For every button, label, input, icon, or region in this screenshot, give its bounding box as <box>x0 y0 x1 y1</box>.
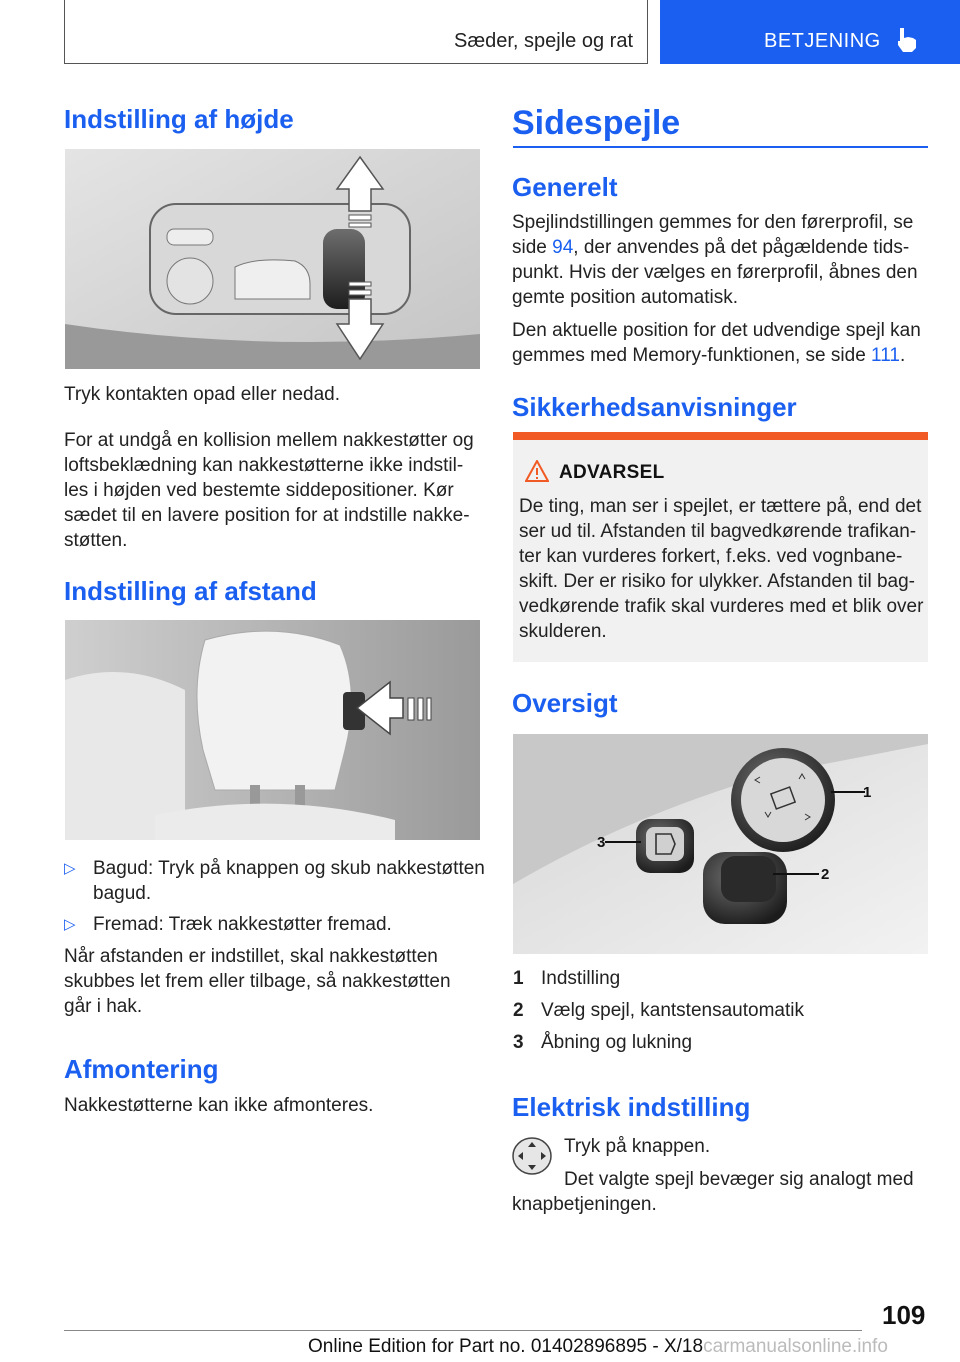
headrest-figure <box>65 620 480 840</box>
general-title: Generelt <box>512 172 618 202</box>
header-chapter-box <box>64 0 648 64</box>
general-paragraph-2: Den aktuelle position for det udvendige spejl kan gemmes med Memory-funktionen, se side 111. <box>512 320 921 366</box>
header-chapter: Sæder, spejle og rat <box>454 30 633 52</box>
watermark: carmanualsonline.info <box>703 1336 888 1357</box>
bullet-item: ▷ Fremad: Træk nakkestøtter fremad. <box>64 914 392 935</box>
overview-title: Oversigt <box>512 688 618 718</box>
seat-switch-figure <box>65 149 480 369</box>
page-link-94[interactable]: 94 <box>552 237 574 258</box>
electric-note: Det valgte spejl bevæger sig analogt med knapbetjeningen. <box>512 1169 914 1215</box>
distance-title: Indstilling af afstand <box>64 576 317 606</box>
header-section-tab[interactable] <box>660 0 960 64</box>
page-link-111[interactable]: 111 <box>871 345 900 366</box>
general-paragraph-1: Spejlindstillingen gemmes for den førerprofil, se side 94, der anvendes på det pågældende tidspunkt. Hvis der vælges en førerprofil, åbnes den gemte position automatisk. <box>512 212 918 308</box>
removal-note: Nakkestøtterne kan ikke afmonteres. <box>64 1095 374 1116</box>
electric-title: Elektrisk indstilling <box>512 1092 751 1122</box>
callout-label: 2 <box>821 866 830 883</box>
legend-number: 3 <box>513 1032 524 1053</box>
height-note: For at undgå en kollision mellem nakkestøtter og loftsbeklædning kan nakkestøtterne ikke indstilles i højden ved bestemte siddepositioner. Kør sædet til en lavere position for at indstille nakkestøtten. <box>64 430 474 551</box>
legend-number: 1 <box>513 968 524 989</box>
title-rule <box>513 146 928 148</box>
callout-label: 3 <box>597 834 606 851</box>
height-title: Indstilling af højde <box>64 104 294 134</box>
legend-label: Indstilling <box>541 968 621 989</box>
warning-bar <box>513 432 928 440</box>
mirror-switch-figure <box>513 734 928 954</box>
electric-instruction: Tryk på knappen. <box>564 1136 711 1157</box>
legend-label: Åbning og lukning <box>541 1032 693 1053</box>
warning-title: ADVARSEL <box>559 462 665 483</box>
removal-title: Afmontering <box>64 1054 219 1084</box>
height-instruction: Tryk kontakten opad eller nedad. <box>64 384 341 405</box>
safety-title: Sikkerhedsanvisninger <box>512 392 797 422</box>
page-number: 109 <box>882 1300 926 1330</box>
legend-number: 2 <box>513 1000 524 1021</box>
bullet-triangle-icon: ▷ <box>64 860 76 877</box>
main-title: Sidespejle <box>512 104 681 142</box>
header-section: BETJENING <box>764 30 881 52</box>
footer-rule <box>64 1330 862 1331</box>
pointing-hand-icon <box>896 26 918 52</box>
warning-triangle-icon <box>525 460 549 482</box>
callout-label: 1 <box>863 784 872 801</box>
bullet-triangle-icon: ▷ <box>64 916 76 933</box>
bullet-item: ▷ Bagud: Tryk på knappen og skub nakkestøtten bagud. <box>64 858 485 904</box>
footer-edition: Online Edition for Part no. 01402896895 - X/18carmanualsonline.info <box>308 1336 888 1357</box>
warning-text: De ting, man ser i spejlet, er tættere på, end det ser ud til. Afstanden til bagvedkørende trafikanter kan vurderes forkert, f.eks. ved vognbaneskift. Der er risiko for ulykker. Afstanden til bagvedkørende trafik skal vurderes med et blik over skulderen. <box>519 496 924 642</box>
distance-note: Når afstanden er indstillet, skal nakkestøtten skubbes let frem eller tilbage, så nakkestøtten går i hak. <box>64 946 451 1017</box>
warning-box <box>513 432 928 662</box>
legend-label: Vælg spejl, kantstensautomatik <box>541 1000 804 1021</box>
